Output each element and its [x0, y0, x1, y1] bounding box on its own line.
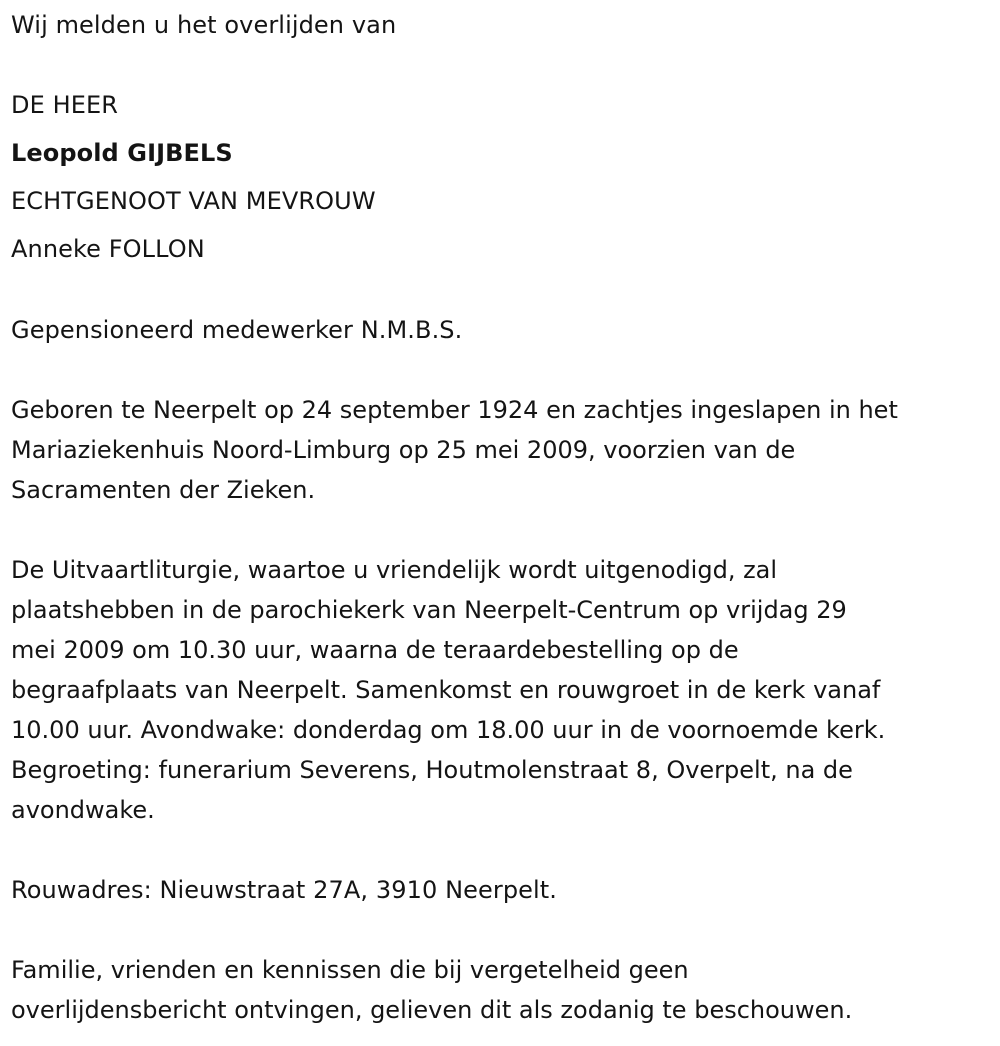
mourning-address: Rouwadres: Nieuwstraat 27A, 3910 Neerpelt. — [11, 876, 558, 904]
birth-death-paragraph — [11, 390, 996, 510]
funeral-line: avondwake. — [11, 796, 155, 824]
deceased-name: Leopold GIJBELS — [11, 139, 233, 167]
funeral-line: 10.00 uur. Avondwake: donderdag om 18.00 uur in de voornoemde kerk. — [11, 716, 886, 744]
funeral-line: Begroeting: funerarium Severens, Houtmolenstraat 8, Overpelt, na de — [11, 756, 853, 784]
spouse-label: ECHTGENOOT VAN MEVROUW — [11, 187, 376, 215]
funeral-line: De Uitvaartliturgie, waartoe u vriendelijk wordt uitgenodigd, zal — [11, 556, 778, 584]
occupation-text: Gepensioneerd medewerker N.M.B.S. — [11, 316, 463, 344]
spouse-name: Anneke FOLLON — [11, 235, 205, 263]
birth-death-line: Geboren te Neerpelt op 24 september 1924 en zachtjes ingeslapen in het — [11, 396, 898, 424]
funeral-paragraph — [11, 550, 996, 830]
funeral-line: begraafplaats van Neerpelt. Samenkomst en rouwgroet in de kerk vanaf — [11, 676, 881, 704]
funeral-line: mei 2009 om 10.30 uur, waarna de teraardebestelling op de — [11, 636, 739, 664]
birth-death-line: Mariaziekenhuis Noord-Limburg op 25 mei 2009, voorzien van de — [11, 436, 796, 464]
funeral-line: plaatshebben in de parochiekerk van Neerpelt-Centrum op vrijdag 29 — [11, 596, 847, 624]
birth-death-line: Sacramenten der Zieken. — [11, 476, 316, 504]
closing-line: Familie, vrienden en kennissen die bij vergetelheid geen — [11, 956, 689, 984]
closing-line: overlijdensbericht ontvingen, gelieven dit als zodanig te beschouwen. — [11, 996, 853, 1024]
title-prefix: DE HEER — [11, 91, 119, 119]
intro-text: Wij melden u het overlijden van — [11, 11, 397, 39]
closing-paragraph — [11, 950, 996, 1030]
